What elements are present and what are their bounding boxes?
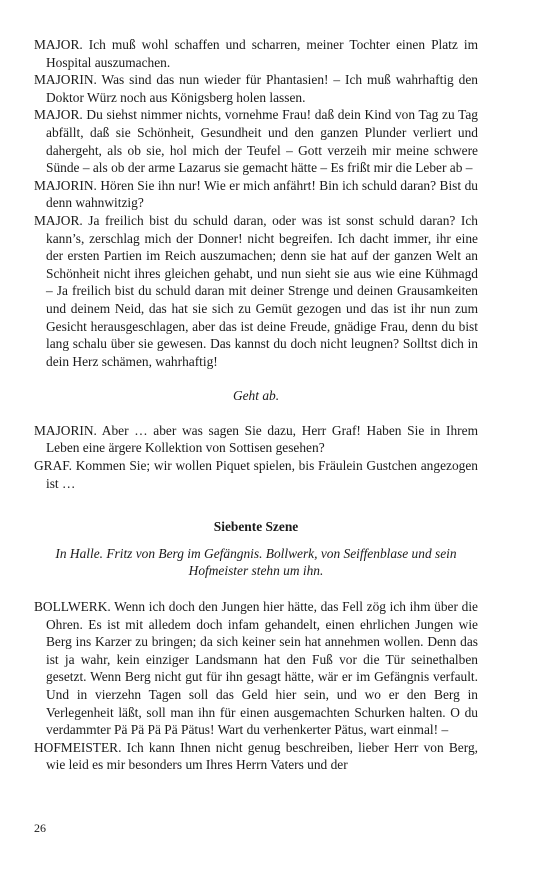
speech-graf-1: GRAF. Kommen Sie; wir wollen Piquet spielen, bis Fräulein Gustchen angezogen ist … xyxy=(34,458,478,491)
page-number: 26 xyxy=(34,821,46,835)
speech-bollwerk-1: BOLLWERK. Wenn ich doch den Jungen hier hätte, das Fell zög ich ihm über die Ohren. Es ist mit alledem doch infam gehandelt, einen ehrlichen Jungen wie Berg ins Karzer zu bringen; da sich keiner sein hat annehmen wollen. Denn das ist ja wahr, kein einziger Landsmann hat den Fuß vor die Tür seinethalben gesetzt. Wenn Berg nicht gut für ihn gesagt hätte, wär er im Gefängnis verfault. Und in vierzehn Tagen soll das Geld hier sein, und wo er den Berg in Verlegenheit läßt, soll man ihn für einen ausgemachten Schurken halten. O du verdammter Pä Pä Pä Pä Pätus! Wart du verhenkerter Pätus, wart einmal! – xyxy=(34,599,478,738)
stage-direction-exit: Geht ab. xyxy=(232,388,280,404)
speech-major-1: MAJOR. Ich muß wohl schaffen und scharren, meiner Tochter einen Platz im Hospital auszumachen. xyxy=(34,37,478,70)
scene-stage-direction: In Halle. Fritz von Berg im Gefängnis. Bollwerk, von Seiffenblase und sein Hofmeister stehn um ihn. xyxy=(55,545,457,579)
speech-hofmeister-1: HOFMEISTER. Ich kann Ihnen nicht genug beschreiben, lieber Herr von Berg, wie leid es mir besonders um Ihres Herrn Vaters und der xyxy=(34,739,478,773)
page-body xyxy=(34,36,478,774)
speech-major-2: MAJOR. Du siehst nimmer nichts, vornehme Frau! daß dein Kind von Tag zu Tag abfällt, daß sie Schönheit, Gesundheit und den ganzen Plunder verliert und dahergeht, als ob sie, hol mich der Teufel – Gott verzeih mir meine schwere Sünde – als ob der arme Lazarus sie gemacht hätte – Es frißt mir die Leber ab – xyxy=(34,107,478,176)
speech-major-3: MAJOR. Ja freilich bist du schuld daran, oder was ist sonst schuld daran? Ich kann’s, zerschlag mich der Donner! nicht begreifen. Ich dacht immer, ihr eine der ersten Partien im Reich auszumachen; denn sie hat auf der ganzen Welt an Schönheit nicht ihres gleichen gehabt, und nun sieht sie aus wie eine Kühmagd – Ja freilich bist du schuld daran mit deiner Strenge und deinen Grausamkeiten und deinem Neid, das hat sie sich zu Gemüt gezogen und das ist ihr nun zum Gesicht herausgeschlagen, aber das ist deine Freude, gnädige Frau, denn du bist lang schalu über sie gewesen. Das kannst du doch nicht leugnen? Solltst dich in dein Herz schämen, wahrhaftig! xyxy=(34,212,478,369)
speech-majorin-3: MAJORIN. Aber … aber was sagen Sie dazu, Herr Graf! Haben Sie in Ihrem Leben eine ärgere Kollektion von Sottisen gesehen? xyxy=(34,422,478,456)
speech-majorin-2: MAJORIN. Hören Sie ihn nur! Wie er mich anfährt! Bin ich schuld daran? Bist du denn wahnwitzig? xyxy=(34,177,478,211)
speech-majorin-1: MAJORIN. Was sind das nun wieder für Phantasien! – Ich muß wahrhaftig den Doktor Würz noch aus Königsberg holen lassen. xyxy=(34,72,478,105)
scene-title: Siebente Szene xyxy=(213,519,299,535)
